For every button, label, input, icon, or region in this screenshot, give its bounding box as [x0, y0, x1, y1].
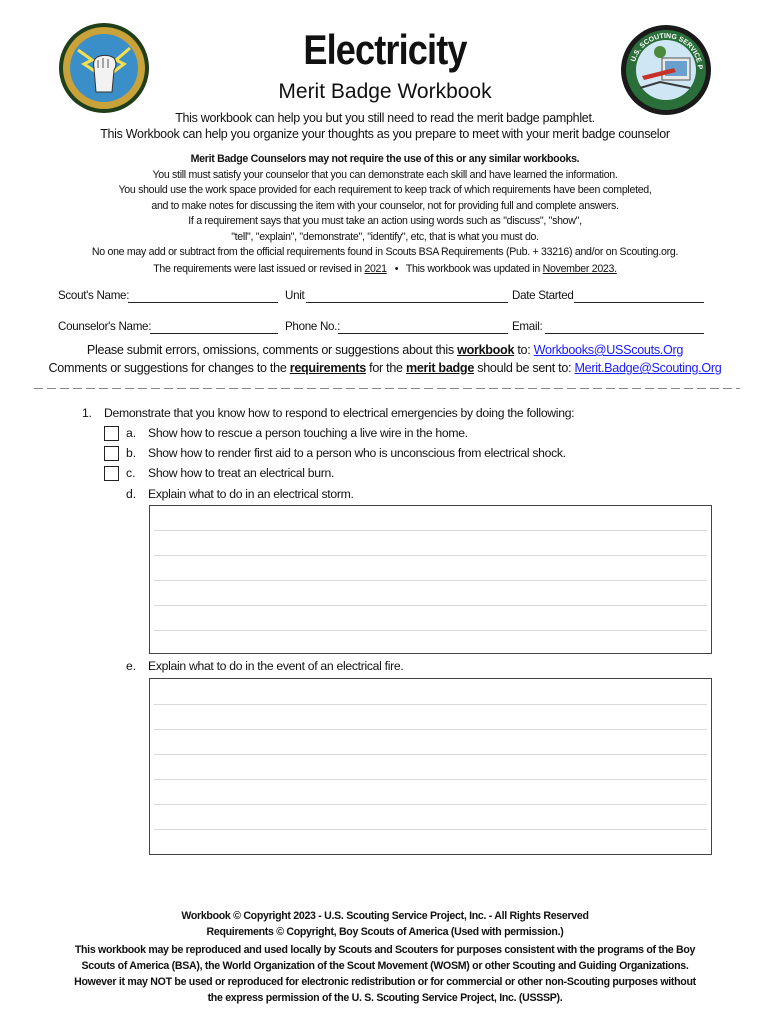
writing-line — [154, 804, 707, 805]
notice-line-6: No one may add or subtract from the official requirements found in Scouts BSA Requirements (Pub. + 33216) and/or on Scouting.org. — [91, 246, 679, 258]
dashed-divider — [34, 381, 740, 389]
answer-box-1d[interactable] — [149, 505, 712, 654]
footer-license-line-4: the express permission of the U. S. Scouting Service Project, Inc. (USSSP). — [207, 992, 563, 1004]
footer-license-line-2: Scouts of America (BSA), the World Organization of the Scout Movement (WOSM) or other Scouting and Guiding Organizations. — [81, 960, 689, 972]
notice-heading: Merit Badge Counselors may not require the use of this or any similar workbooks. — [190, 153, 580, 165]
page-subtitle: Merit Badge Workbook — [278, 80, 492, 103]
unit-label: Unit — [285, 289, 305, 302]
submit-workbook-line — [0, 343, 770, 357]
email-label: Email: — [512, 320, 543, 333]
updated-prefix: This workbook was updated in — [405, 263, 540, 275]
requirement-1e-letter: e. — [126, 659, 137, 673]
writing-line — [154, 580, 707, 581]
scout-name-field[interactable] — [128, 302, 278, 303]
requirement-1c-text: Show how to treat an electrical burn. — [148, 466, 335, 480]
writing-line — [154, 605, 707, 606]
submit-line2-prefix: Comments or suggestions for changes to the — [48, 361, 287, 375]
intro-line-2: This Workbook can help you organize your thoughts as you prepare to meet with your merit badge counselor — [100, 127, 670, 141]
answer-box-1e[interactable] — [149, 678, 712, 855]
writing-line — [154, 729, 707, 730]
requirement-1c-letter: c. — [126, 466, 136, 480]
notice-line-3: and to make notes for discussing the item with your counselor, not for providing full and complete answers. — [151, 199, 619, 212]
writing-line — [154, 754, 707, 755]
writing-line — [154, 779, 707, 780]
footer-license-line-3: However it may NOT be used or reproduced for electronic redistribution or for commercial or other non-Scouting purposes without — [74, 976, 696, 988]
requirement-1-text: Demonstrate that you know how to respond to electrical emergencies by doing the following: — [104, 406, 575, 420]
counselor-name-field[interactable] — [150, 333, 278, 334]
updated-date: November 2023. — [542, 263, 617, 275]
submit-line2-bold2: merit badge — [405, 361, 475, 375]
email-field[interactable] — [545, 333, 704, 334]
date-started-field[interactable] — [574, 302, 704, 303]
submit-line1-prefix: Please submit errors, omissions, comments or suggestions about this — [86, 343, 454, 357]
scout-name-label: Scout's Name: — [58, 289, 130, 302]
revision-info — [0, 262, 770, 278]
phone-label: Phone No.: — [285, 320, 341, 333]
writing-line — [154, 630, 707, 631]
intro-line-1: This workbook can help you but you still need to read the merit badge pamphlet. — [175, 111, 595, 125]
notice-line-1: You still must satisfy your counselor that you can demonstrate each skill and have learned the information. — [152, 168, 618, 181]
workbooks-email-link[interactable]: Workbooks@USScouts.Org — [533, 343, 684, 357]
issued-year: 2021 — [364, 263, 387, 275]
submit-line2-bold1: requirements — [289, 361, 366, 375]
requirement-1b-letter: b. — [126, 446, 137, 460]
requirement-1d-letter: d. — [126, 487, 137, 501]
submit-line2-suffix: should be sent to: — [477, 361, 572, 375]
notice-line-2: You should use the work space provided for each requirement to keep track of which requirements have been completed, — [118, 184, 652, 196]
footer-license-line-1: This workbook may be reproduced and used locally by Scouts and Scouters for purposes consistent with the programs of the Boy — [74, 944, 696, 956]
requirement-1a-checkbox[interactable] — [104, 426, 119, 441]
submit-line1-to: to: — [517, 343, 531, 357]
usssp-logo-text: U.S. SCOUTING SERVICE P — [630, 32, 704, 70]
requirement-1e-text: Explain what to do in the event of an electrical fire. — [148, 659, 404, 673]
issued-prefix: The requirements were last issued or revised in — [153, 263, 362, 275]
counselor-name-label: Counselor's Name: — [58, 320, 152, 333]
submit-line1-bold: workbook — [457, 343, 515, 357]
bullet-separator: • — [394, 263, 399, 275]
requirement-1d-text: Explain what to do in an electrical storm. — [148, 487, 354, 501]
page-title: Electricity — [303, 26, 467, 73]
submit-requirements-line — [0, 361, 770, 375]
requirement-1a-letter: a. — [126, 426, 137, 440]
requirement-1b-checkbox[interactable] — [104, 446, 119, 461]
requirement-1a-text: Show how to rescue a person touching a live wire in the home. — [148, 426, 468, 440]
notice-line-5: "tell", "explain", "demonstrate", "identify", etc, that is what you must do. — [231, 230, 539, 243]
date-started-label: Date Started — [512, 289, 574, 302]
writing-line — [154, 555, 707, 556]
requirement-1c-checkbox[interactable] — [104, 466, 119, 481]
phone-field[interactable] — [338, 333, 508, 334]
unit-field[interactable] — [306, 302, 508, 303]
merit-badge-email-link[interactable]: Merit.Badge@Scouting.Org — [574, 361, 722, 375]
notice-line-4: If a requirement says that you must take an action using words such as "discuss", "show", — [188, 215, 582, 227]
requirement-1-number: 1. — [82, 406, 92, 420]
submit-line2-mid: for the — [369, 361, 403, 375]
footer-copyright-requirements: Requirements © Copyright, Boy Scouts of America (Used with permission.) — [206, 926, 564, 938]
writing-line — [154, 829, 707, 830]
footer-copyright-workbook: Workbook © Copyright 2023 - U.S. Scouting Service Project, Inc. - All Rights Reserved — [181, 910, 589, 922]
requirement-1b-text: Show how to render first aid to a person who is unconscious from electrical shock. — [148, 446, 566, 460]
writing-line — [154, 530, 707, 531]
writing-line — [154, 704, 707, 705]
